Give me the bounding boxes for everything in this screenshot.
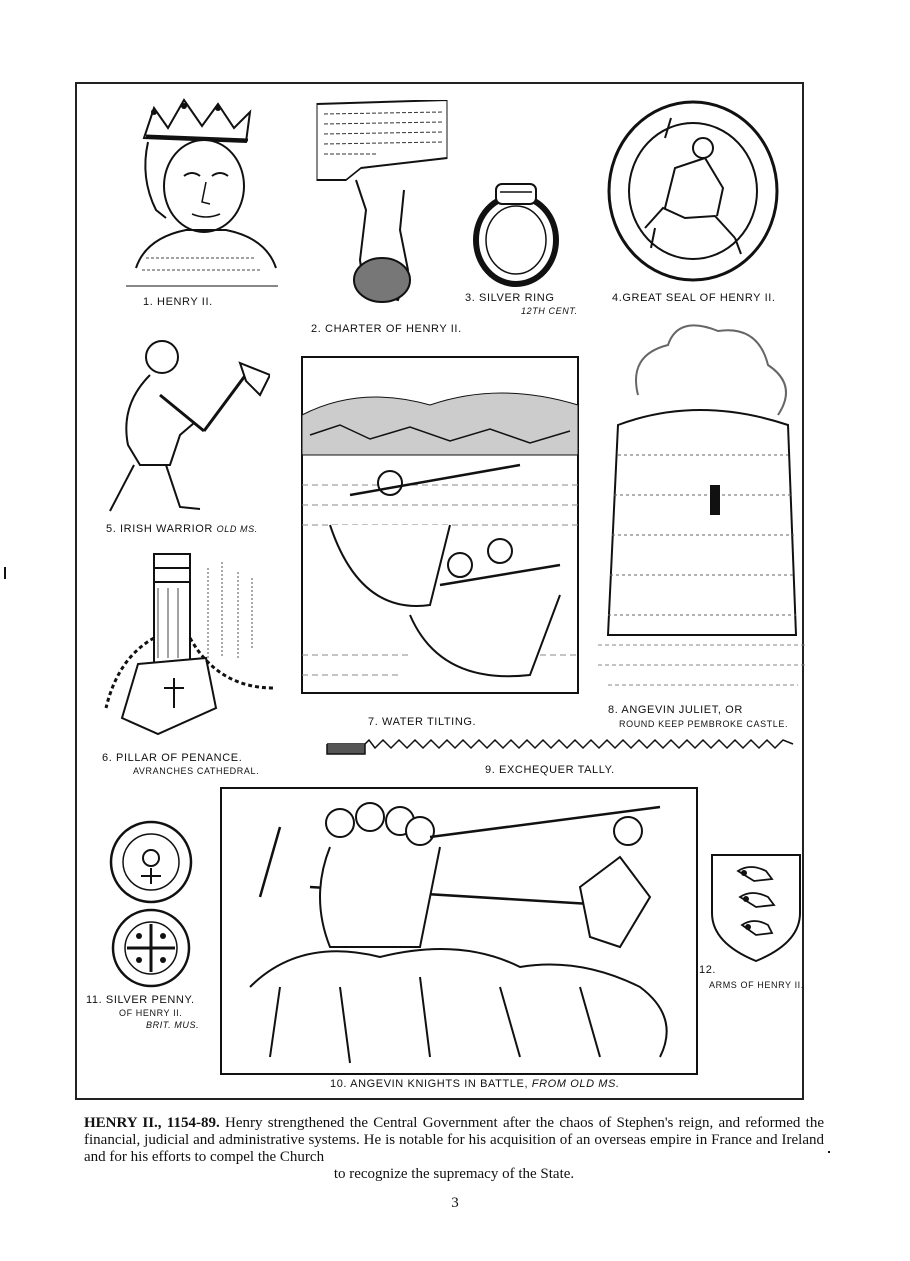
irish-warrior-drawing bbox=[100, 335, 270, 518]
caption-figure-3-note bbox=[521, 306, 578, 316]
henry-portrait-drawing bbox=[126, 98, 278, 288]
silver-penny-drawing bbox=[108, 820, 194, 990]
figure-silver-penny bbox=[108, 820, 194, 990]
angevin-juliet-drawing bbox=[598, 315, 808, 700]
caption-figure-3: 3. SILVER RING bbox=[465, 292, 555, 304]
great-seal-drawing bbox=[605, 98, 781, 284]
pillar-penance-drawing bbox=[98, 548, 280, 740]
page-number: 3 bbox=[451, 1195, 459, 1211]
figure-charter bbox=[316, 100, 456, 315]
exchequer-tally-drawing bbox=[325, 738, 795, 756]
caption-heading: HENRY II., 1154-89. bbox=[84, 1115, 220, 1131]
plate-caption bbox=[84, 1115, 824, 1183]
figure-great-seal bbox=[605, 98, 781, 284]
caption-figure-10-note: FROM OLD MS. bbox=[531, 1078, 620, 1090]
caption-figure-8-note: ROUND KEEP PEMBROKE CASTLE. bbox=[619, 719, 789, 729]
caption-figure-10-label: 10. ANGEVIN KNIGHTS IN BATTLE, bbox=[330, 1078, 529, 1090]
caption-figure-5-note: OLD MS. bbox=[216, 524, 258, 534]
knights-battle-drawing bbox=[220, 787, 698, 1075]
caption-figure-12: 12. bbox=[699, 964, 717, 976]
charter-drawing bbox=[316, 100, 456, 315]
figure-water-tilting bbox=[300, 355, 580, 695]
figure-arms-henry bbox=[710, 853, 802, 963]
figure-henry-portrait bbox=[126, 98, 278, 288]
caption-figure-5 bbox=[106, 523, 258, 535]
margin-mark bbox=[4, 567, 6, 579]
figure-angevin-juliet bbox=[598, 315, 808, 700]
caption-figure-5-label: 5. IRISH WARRIOR bbox=[106, 523, 213, 535]
water-tilting-drawing bbox=[300, 355, 580, 695]
margin-dot bbox=[828, 1151, 830, 1153]
caption-figure-9: 9. EXCHEQUER TALLY. bbox=[485, 764, 615, 776]
caption-figure-11: 11. SILVER PENNY. bbox=[86, 994, 195, 1006]
arms-henry-drawing bbox=[710, 853, 802, 963]
caption-figure-2: 2. CHARTER OF HENRY II. bbox=[311, 323, 462, 335]
caption-figure-11-note2 bbox=[146, 1020, 199, 1030]
figure-knights-battle bbox=[220, 787, 698, 1075]
caption-figure-11-note: OF HENRY II. bbox=[119, 1008, 183, 1018]
caption-last-line: to recognize the supremacy of the State. bbox=[333, 1166, 575, 1182]
caption-figure-8: 8. ANGEVIN JULIET, OR bbox=[608, 704, 743, 716]
figure-exchequer-tally bbox=[325, 738, 795, 756]
figure-silver-ring bbox=[470, 180, 562, 288]
caption-figure-6-note: AVRANCHES CATHEDRAL. bbox=[133, 766, 260, 776]
caption-figure-1: 1. HENRY II. bbox=[143, 296, 213, 308]
silver-ring-drawing bbox=[470, 180, 562, 288]
caption-figure-10 bbox=[330, 1078, 620, 1090]
caption-figure-12-note: ARMS OF HENRY II. bbox=[709, 980, 804, 990]
caption-figure-7: 7. WATER TILTING. bbox=[368, 716, 477, 728]
caption-text: Henry strengthened the Central Government after the chaos of Stephen's reign, and reformed the financial, judicial and administrative systems. He is notable for his acquisition of an overseas empire in France and Ireland and for his efforts to compel the Church bbox=[84, 1115, 824, 1165]
caption-figure-3-note-text: 12TH CENT. bbox=[521, 306, 578, 316]
figure-irish-warrior bbox=[100, 335, 270, 518]
figure-pillar-penance bbox=[98, 548, 280, 740]
caption-figure-11-note2-text: BRIT. MUS. bbox=[146, 1020, 200, 1030]
caption-figure-4: 4.GREAT SEAL OF HENRY II. bbox=[612, 292, 776, 304]
caption-figure-6: 6. PILLAR OF PENANCE. bbox=[102, 752, 243, 764]
